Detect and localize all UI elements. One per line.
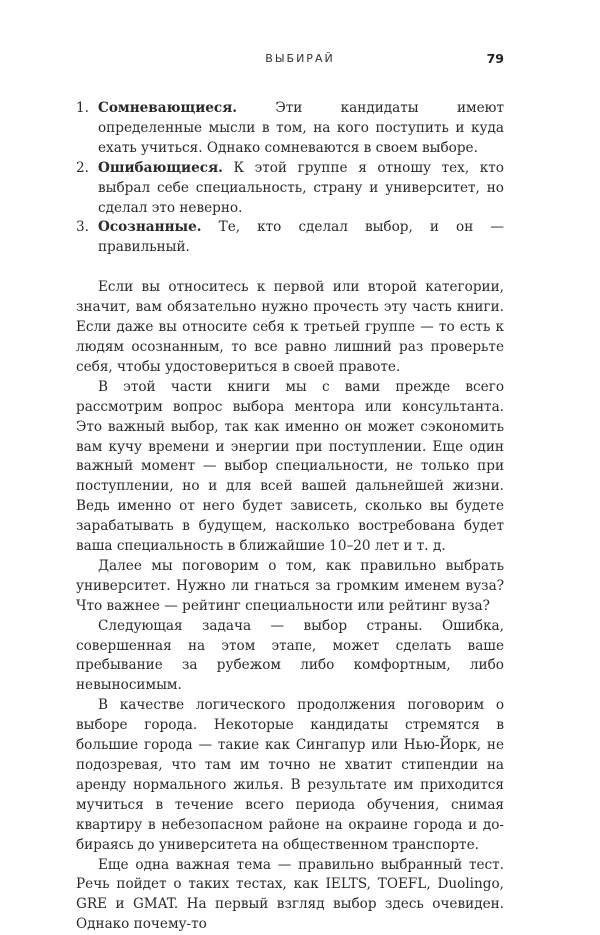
list-item-text: К этой группе я отношу тех, кто выбрал себе специальность, страну и университет, но сделал это неверно. xyxy=(98,159,504,216)
paragraph: В качестве логического продолжения поговорим о выборе города. Некоторые кандидаты стремятся в большие города — такие как Сингапур или Нью-Йорк, не подозревая, что там им точно не хватит стипендии на аренду нормального жилья. В результате им приходится мучиться в течение всего периода обучения, снимая квартиру в небезопасном районе на окраине города и добираясь до университета на общественном транспорте. xyxy=(76,697,504,853)
page-body xyxy=(76,99,504,935)
running-title: ВЫБИРАЙ xyxy=(265,52,335,65)
paragraph: Далее мы поговорим о том, как правильно выбрать университет. Нужно ли гнаться за громким именем вуза? Что важнее — рейтинг специальности или рейтинг вуза? xyxy=(76,557,504,614)
paragraph: Следующая задача — выбор страны. Ошибка, совершенная на этом этапе, может сделать ваше пребывание за рубежом либо комфортным, либо невыносимым. xyxy=(76,617,504,694)
list-item-text: Эти кандидаты имеют определенные мысли в том, на кого поступить и куда ехать учиться. Однако сомневаются в своем выборе. xyxy=(98,100,504,156)
list-item-term: Осознанные. xyxy=(98,219,202,236)
list-item xyxy=(76,159,504,219)
paragraph: В этой части книги мы с вами прежде всего рассмотрим вопрос выбора ментора или консультанта. Это важный выбор, так как именно он может сэкономить вам кучу времени и энергии при поступлении. Еще один важный момент — выбор специальности, не только при поступлении, но и для всей вашей дальнейшей жизни. Ведь именно от него будет зависеть, сколько вы будете зарабатывать в будущем, насколько востребована будет ваша специальность в ближайшие 10–20 лет и т. д. xyxy=(76,378,504,555)
list-item-number: 1. xyxy=(76,100,89,116)
paragraph: Еще одна важная тема — правильно выбранный тест. Речь пойдет о таких тестах, как IELTS, TOEFL, Duolingo, GRE и GMAT. На первый взгляд выбор здесь очевиден. Однако почему-то xyxy=(76,856,504,933)
list-item-term: Ошибающиеся. xyxy=(98,159,223,176)
numbered-list xyxy=(76,99,504,258)
list-item-number: 2. xyxy=(76,159,89,176)
paragraph: Если вы относитесь к первой или второй категории, значит, вам обязательно нужно прочесть эту часть книги. Если даже вы относите себя к третьей группе — то есть к людям осознанным, то все равно лишний раз проверьте себя, чтобы удостовериться в своей правоте. xyxy=(76,279,504,375)
list-item xyxy=(76,99,504,159)
list-item-term: Сомневающиеся. xyxy=(98,100,237,116)
list-item-number: 3. xyxy=(76,219,89,236)
list-item xyxy=(76,218,504,258)
body-text xyxy=(76,278,504,935)
list-item-text: Те, кто сделал выбор, и он — правильный. xyxy=(98,219,504,256)
page-number: 79 xyxy=(486,51,504,66)
